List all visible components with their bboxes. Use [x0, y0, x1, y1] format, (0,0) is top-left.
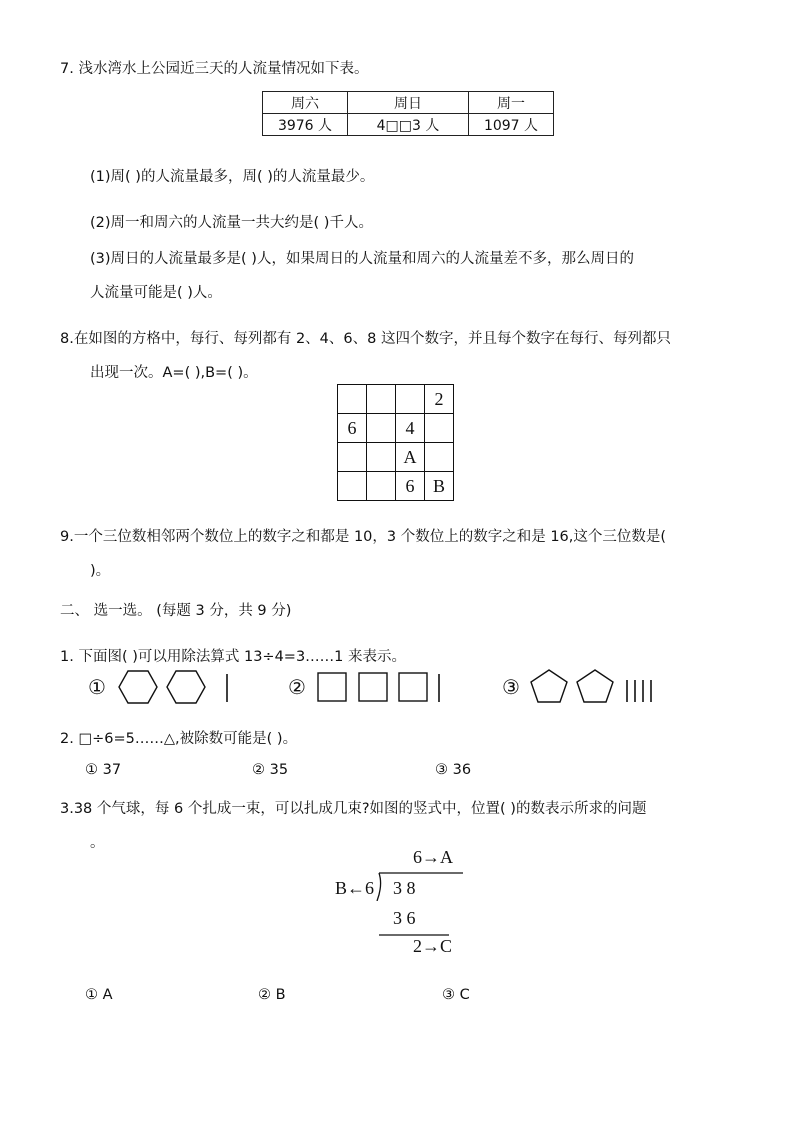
pentagon-icon	[530, 669, 568, 703]
grid-cell	[338, 385, 367, 414]
grid-cell	[338, 443, 367, 472]
division-bracket	[375, 871, 465, 901]
q9-line2: )。	[90, 563, 111, 579]
c3-line2: 。	[90, 835, 105, 851]
c2-option-a: ① 37	[85, 762, 122, 778]
grid-cell: 6	[396, 472, 425, 501]
c1-option1-label: ①	[88, 675, 106, 699]
grid-cell	[367, 472, 396, 501]
square-icon	[358, 672, 388, 702]
q7-sub1: (1)周( )的人流量最多，周( )的人流量最少。	[90, 169, 375, 185]
table-header-row	[263, 92, 554, 114]
grid-cell	[367, 414, 396, 443]
grid-cell: A	[396, 443, 425, 472]
grid-cell: 2	[425, 385, 454, 414]
grid-cell	[367, 385, 396, 414]
grid-cell: 4	[396, 414, 425, 443]
q7-sub2: (2)周一和周六的人流量一共大约是( )千人。	[90, 215, 373, 231]
c1-option2-label: ②	[288, 675, 306, 699]
division-dividend: 3 8	[393, 878, 416, 898]
square-icon	[317, 672, 347, 702]
stick-icon	[224, 674, 230, 702]
flow-table	[262, 91, 554, 136]
grid-row	[338, 414, 454, 443]
table-value-mon: 1097 人	[469, 114, 554, 136]
grid-cell: 6	[338, 414, 367, 443]
grid-row	[338, 443, 454, 472]
q7-title: 7. 浅水湾水上公园近三天的人流量情况如下表。	[60, 61, 369, 77]
grid-row	[338, 472, 454, 501]
c2-option-c: ③ 36	[435, 762, 472, 778]
q9-line1: 9.一个三位数相邻两个数位上的数字之和都是 10，3 个数位上的数字之和是 16,这个三位数是(	[60, 529, 667, 545]
c1-question: 1. 下面图( )可以用除法算式 13÷4=3……1 来表示。	[60, 649, 407, 665]
table-header-sat: 周六	[263, 92, 348, 114]
q7-sub3-line2: 人流量可能是( )人。	[90, 285, 222, 301]
division-product: 3 6	[393, 908, 416, 928]
table-header-mon: 周一	[469, 92, 554, 114]
division-quotient: 6→A	[413, 847, 453, 867]
number-grid	[337, 384, 454, 501]
division-divisor: B←6	[335, 878, 375, 898]
c3-option-a: ① A	[85, 987, 113, 1003]
table-header-sun: 周日	[348, 92, 469, 114]
sticks-icon	[624, 680, 654, 702]
stick-icon	[436, 674, 442, 702]
grid-row	[338, 385, 454, 414]
grid-cell	[425, 443, 454, 472]
hexagon-icon	[118, 670, 158, 704]
grid-cell	[396, 385, 425, 414]
section2-title: 二、 选一选。 (每题 3 分，共 9 分)	[60, 603, 292, 619]
long-division	[335, 845, 475, 965]
grid-cell	[338, 472, 367, 501]
table-value-row	[263, 114, 554, 136]
q8-line1: 8.在如图的方格中，每行、每列都有 2、4、6、8 这四个数字，并且每个数字在每行、每列都只	[60, 331, 671, 347]
pentagon-icon	[576, 669, 614, 703]
q7-sub3-line1: (3)周日的人流量最多是( )人，如果周日的人流量和周六的人流量差不多，那么周日的	[90, 251, 634, 267]
c2-option-b: ② 35	[252, 762, 289, 778]
grid-cell	[367, 443, 396, 472]
table-value-sat: 3976 人	[263, 114, 348, 136]
q8-line2: 出现一次。A=( ),B=( )。	[90, 365, 258, 381]
c3-line1: 3.38 个气球，每 6 个扎成一束，可以扎成几束?如图的竖式中，位置( )的数表示所求的问题	[60, 801, 647, 817]
hexagon-icon	[166, 670, 206, 704]
c2-question: 2. □÷6=5……△,被除数可能是( )。	[60, 731, 298, 747]
square-icon	[398, 672, 428, 702]
c3-option-b: ② B	[258, 987, 286, 1003]
grid-cell	[425, 414, 454, 443]
c3-option-c: ③ C	[442, 987, 470, 1003]
grid-cell: B	[425, 472, 454, 501]
division-remainder: 2→C	[413, 936, 453, 956]
table-value-sun: 4□□3 人	[348, 114, 469, 136]
c1-option3-label: ③	[502, 675, 520, 699]
